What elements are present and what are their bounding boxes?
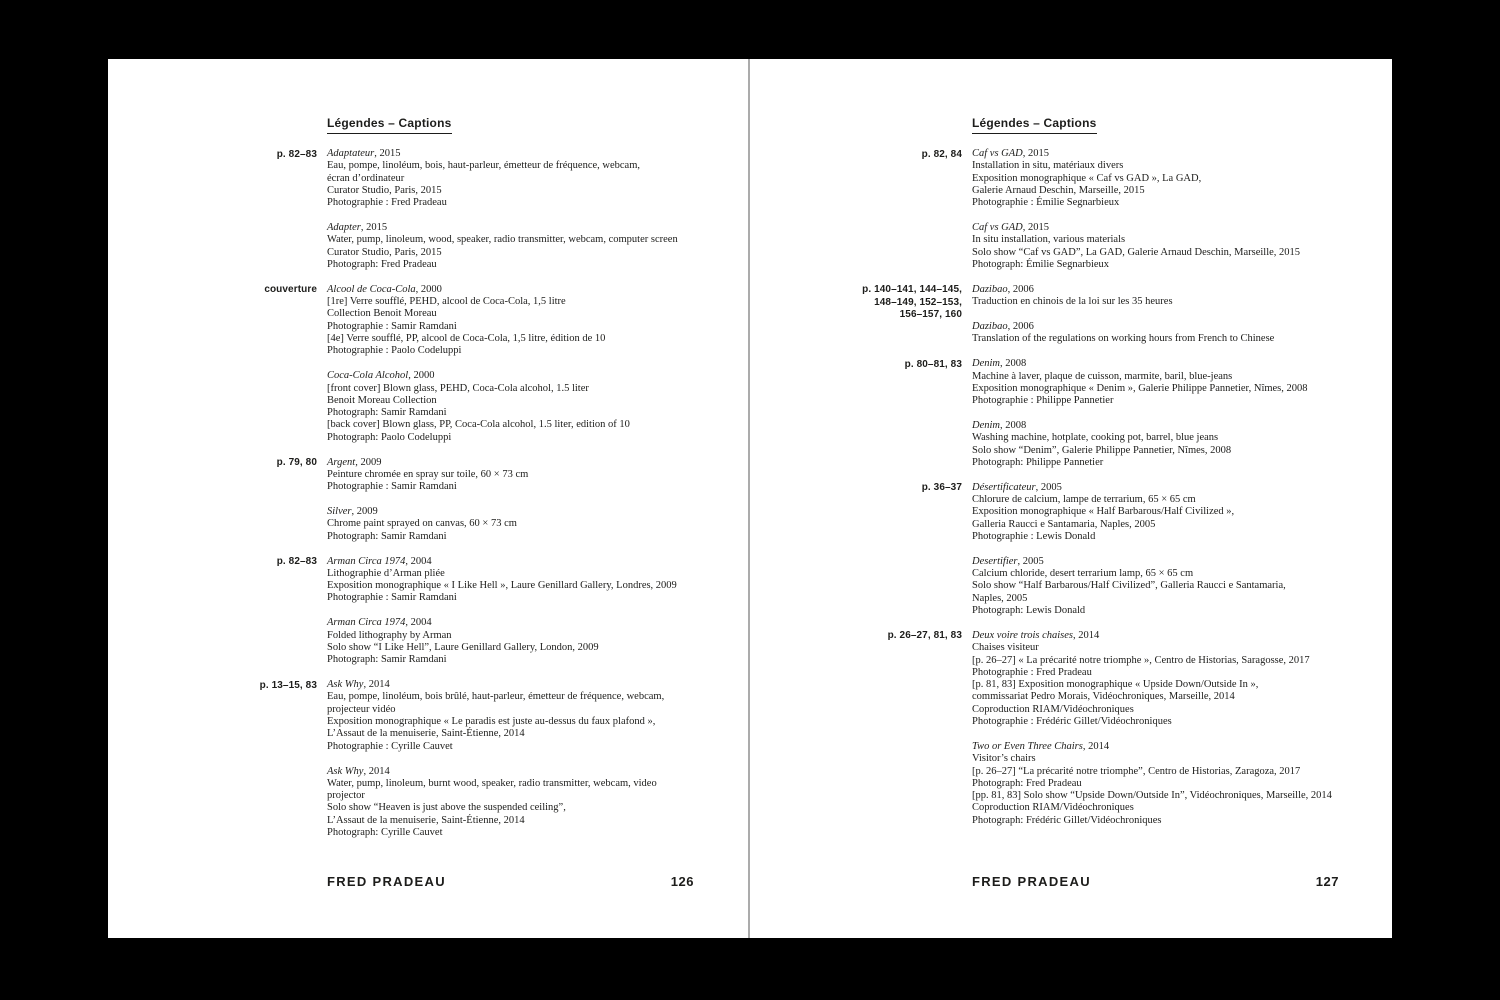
- caption-line: Chaises visiteur: [972, 642, 1039, 654]
- caption-line: [4e] Verre soufflé, PP, alcool de Coca-Cola, 1,5 litre, édition de 10: [327, 333, 606, 345]
- caption-block: [327, 148, 750, 209]
- caption-line: Eau, pompe, linoléum, bois, haut-parleur, émetteur de fréquence, webcam,: [327, 160, 641, 172]
- work-title-line: [327, 506, 750, 518]
- caption-line: Eau, pompe, linoléum, bois brûlé, haut-parleur, émetteur de fréquence, webcam,: [327, 691, 665, 703]
- caption-line: [1re] Verre soufflé, PEHD, alcool de Coca-Cola, 1,5 litre: [327, 296, 566, 308]
- work-title: Alcool de Coca-Cola: [327, 283, 416, 295]
- caption-block: [972, 482, 1392, 543]
- caption-line: [p. 26–27] « La précarité notre triomphe », Centro de Historias, Saragosse, 2017: [972, 654, 1310, 666]
- work-title: Arman Circa 1974: [327, 555, 406, 567]
- caption-line: Exposition monographique « Half Barbarous/Half Civilized »,: [972, 506, 1235, 518]
- caption-line: Photograph: Fred Pradeau: [327, 258, 437, 270]
- work-title: Desertifier: [972, 555, 1018, 567]
- page-ref: [167, 284, 317, 297]
- caption-block: [972, 556, 1392, 617]
- page-right: [750, 59, 1392, 938]
- work-title-line: [972, 630, 1392, 642]
- page-ref: [812, 482, 962, 495]
- caption-line: Photograph: Cyrille Cauvet: [327, 827, 443, 838]
- caption-line: Photograph: Émilie Segnarbieux: [972, 258, 1110, 270]
- work-year: , 2009: [355, 456, 382, 468]
- artist-name: FRED PRADEAU: [327, 874, 446, 889]
- caption-line: Chlorure de calcium, lampe de terrarium, 65 × 65 cm: [972, 494, 1196, 506]
- work-title-line: [972, 482, 1392, 494]
- caption-blocks: [327, 679, 750, 852]
- work-year: , 2015: [360, 222, 388, 234]
- work-title-line: [327, 679, 750, 691]
- work-title-line: [972, 358, 1392, 370]
- work-title: Two or Even Three Chairs: [972, 740, 1083, 752]
- work-title-line: [972, 148, 1392, 160]
- caption-line: Peinture chromée en spray sur toile, 60 × 73 cm: [327, 468, 529, 480]
- work-year: , 2006: [1007, 283, 1034, 295]
- page-ref: [812, 630, 962, 643]
- caption-blocks: [327, 284, 750, 457]
- page-ref: [167, 457, 317, 470]
- work-year: , 2014: [1073, 629, 1100, 641]
- work-title: Coca-Cola Alcohol: [327, 370, 409, 382]
- work-year: , 2000: [415, 283, 442, 295]
- page-ref: [812, 358, 962, 371]
- caption-line: Photographie : Frédéric Gillet/Vidéochroniques: [972, 716, 1172, 728]
- work-year: , 2005: [1035, 481, 1062, 493]
- caption-line: Collection Benoit Moreau: [327, 308, 437, 320]
- caption-line: Exposition monographique « Caf vs GAD », La GAD,: [972, 172, 1202, 184]
- caption-block: [327, 284, 750, 358]
- work-title-line: [327, 370, 750, 382]
- work-year: , 2014: [363, 679, 390, 691]
- caption-block: [327, 556, 750, 605]
- page-ref-line: p. 36–37: [921, 482, 962, 494]
- caption-entry: [750, 630, 1392, 840]
- page-ref: [167, 148, 317, 161]
- caption-blocks: [972, 148, 1392, 284]
- caption-line: Solo show “Caf vs GAD”, La GAD, Galerie Arnaud Deschin, Marseille, 2015: [972, 246, 1301, 258]
- caption-line: écran d’ordinateur: [327, 172, 405, 184]
- caption-block: [972, 321, 1392, 346]
- caption-line: Curator Studio, Paris, 2015: [327, 184, 442, 196]
- work-title: Arman Circa 1974: [327, 617, 406, 629]
- caption-line: Photographie : Samir Ramdani: [327, 481, 457, 493]
- book-spread: [108, 59, 1392, 938]
- work-title-line: [327, 766, 750, 778]
- caption-block: [327, 679, 750, 753]
- caption-line: Photograph: Paolo Codeluppi: [327, 431, 452, 443]
- caption-block: [972, 222, 1392, 271]
- work-year: , 2014: [363, 765, 390, 777]
- caption-line: Photographie : Philippe Pannetier: [972, 395, 1114, 407]
- caption-block: [972, 630, 1392, 728]
- caption-line: [p. 81, 83] Exposition monographique « Upside Down/Outside In »,: [972, 679, 1259, 691]
- page-footer-left: [327, 874, 694, 889]
- work-year: , 2004: [405, 617, 432, 629]
- caption-line: Photograph: Lewis Donald: [972, 605, 1086, 617]
- page-ref-line: 156–157, 160: [899, 308, 962, 320]
- caption-blocks: [972, 482, 1392, 630]
- caption-line: Lithographie d’Arman pliée: [327, 567, 445, 579]
- caption-line: Photograph: Samir Ramdani: [327, 530, 447, 542]
- caption-line: projecteur vidéo: [327, 703, 396, 715]
- page-ref-line: p. 82–83: [276, 148, 317, 160]
- caption-line: Coproduction RIAM/Vidéochroniques: [972, 703, 1134, 715]
- caption-block: [972, 358, 1392, 407]
- caption-line: L’Assaut de la menuiserie, Saint-Étienne, 2014: [327, 814, 525, 826]
- work-title: Adapter: [327, 222, 361, 234]
- caption-line: Curator Studio, Paris, 2015: [327, 246, 442, 258]
- caption-line: commissariat Pedro Morais, Vidéochroniques, Marseille, 2014: [972, 691, 1235, 703]
- work-title-line: [972, 222, 1392, 234]
- page-ref-line: p. 82–83: [276, 556, 317, 568]
- page-ref-line: 148–149, 152–153,: [874, 296, 962, 308]
- work-title-line: [972, 556, 1392, 568]
- caption-line: [front cover] Blown glass, PEHD, Coca-Cola alcohol, 1.5 liter: [327, 382, 589, 394]
- caption-line: Photographie : Émilie Segnarbieux: [972, 197, 1120, 209]
- caption-entry: [750, 358, 1392, 482]
- page-ref-line: p. 26–27, 81, 83: [887, 630, 962, 642]
- caption-line: Photograph: Philippe Pannetier: [972, 456, 1104, 468]
- caption-blocks: [327, 148, 750, 284]
- caption-line: Solo show “Heaven is just above the suspended ceiling”,: [327, 802, 566, 814]
- page-ref: [812, 284, 962, 321]
- caption-entry: [750, 148, 1392, 284]
- work-title-line: [972, 321, 1392, 333]
- work-year: , 2015: [1022, 222, 1049, 234]
- work-title: Denim: [972, 358, 1000, 370]
- captions-heading-right: Légendes – Captions: [972, 116, 1097, 134]
- entries-left: [108, 148, 750, 852]
- caption-block: [972, 741, 1392, 827]
- caption-line: Visitor’s chairs: [972, 753, 1036, 765]
- page-ref: [812, 148, 962, 161]
- work-title: Deux voire trois chaises: [972, 629, 1073, 641]
- caption-blocks: [972, 284, 1392, 358]
- page-footer-right: [972, 874, 1339, 889]
- caption-line: Photographie : Lewis Donald: [972, 530, 1096, 542]
- caption-entry: [108, 284, 750, 457]
- caption-blocks: [972, 630, 1392, 840]
- work-year: , 2008: [1000, 358, 1027, 370]
- caption-line: Traduction en chinois de la loi sur les 35 heures: [972, 296, 1173, 308]
- work-year: , 2006: [1007, 321, 1034, 333]
- captions-heading-left: Légendes – Captions: [327, 116, 452, 134]
- page-ref: [167, 679, 317, 692]
- work-title-line: [327, 617, 750, 629]
- caption-line: Photograph: Samir Ramdani: [327, 654, 447, 666]
- page-ref-line: p. 80–81, 83: [904, 358, 962, 370]
- caption-line: Washing machine, hotplate, cooking pot, barrel, blue jeans: [972, 432, 1219, 444]
- page-ref-line: p. 79, 80: [276, 457, 317, 469]
- caption-line: L’Assaut de la menuiserie, Saint-Étienne, 2014: [327, 728, 525, 740]
- caption-line: Exposition monographique « I Like Hell », Laure Genillard Gallery, Londres, 2009: [327, 580, 677, 592]
- caption-block: [327, 617, 750, 666]
- caption-line: Photographie : Fred Pradeau: [327, 197, 447, 209]
- caption-blocks: [327, 457, 750, 556]
- work-title: Désertificateur: [972, 481, 1036, 493]
- work-year: , 2004: [405, 555, 432, 567]
- work-title-line: [327, 284, 750, 296]
- work-title: Ask Why: [327, 679, 364, 691]
- work-title-line: [327, 222, 750, 234]
- caption-block: [327, 370, 750, 444]
- caption-line: Photographie : Samir Ramdani: [327, 320, 457, 332]
- page-ref: [167, 556, 317, 569]
- page-ref-line: p. 140–141, 144–145,: [862, 284, 962, 296]
- caption-line: Machine à laver, plaque de cuisson, marmite, baril, blue-jeans: [972, 370, 1233, 382]
- caption-line: Calcium chloride, desert terrarium lamp, 65 × 65 cm: [972, 568, 1194, 580]
- caption-block: [327, 506, 750, 543]
- caption-line: Galerie Arnaud Deschin, Marseille, 2015: [972, 184, 1145, 196]
- work-title: Ask Why: [327, 765, 364, 777]
- caption-entry: [108, 679, 750, 852]
- work-title: Silver: [327, 506, 352, 518]
- caption-line: [back cover] Blown glass, PP, Coca-Cola alcohol, 1.5 liter, edition of 10: [327, 419, 630, 431]
- work-title: Dazibao: [972, 321, 1008, 333]
- page-ref-line: couverture: [264, 284, 317, 296]
- work-title-line: [327, 457, 750, 469]
- page-ref-line: p. 82, 84: [921, 148, 962, 160]
- caption-line: In situ installation, various materials: [972, 234, 1126, 246]
- work-year: , 2015: [374, 148, 401, 159]
- caption-line: Photograph: Frédéric Gillet/Vidéochroniques: [972, 814, 1162, 826]
- caption-line: Coproduction RIAM/Vidéochroniques: [972, 802, 1134, 814]
- caption-block: [327, 222, 750, 271]
- caption-line: Photograph: Samir Ramdani: [327, 407, 447, 419]
- caption-line: [p. 26–27] “La précarité notre triomphe”, Centro de Historias, Zaragoza, 2017: [972, 765, 1301, 777]
- caption-block: [972, 284, 1392, 309]
- caption-line: Exposition monographique « Denim », Galerie Philippe Pannetier, Nîmes, 2008: [972, 382, 1308, 394]
- caption-entry: [108, 556, 750, 680]
- work-title-line: [972, 284, 1392, 296]
- work-title-line: [972, 420, 1392, 432]
- page-number: 127: [1315, 874, 1339, 889]
- caption-block: [327, 766, 750, 840]
- work-title: Argent: [327, 456, 356, 468]
- caption-line: Chrome paint sprayed on canvas, 60 × 73 cm: [327, 518, 517, 530]
- work-year: , 2000: [408, 370, 435, 382]
- caption-line: Installation in situ, matériaux divers: [972, 160, 1124, 172]
- caption-line: [pp. 81, 83] Solo show “Upside Down/Outside In”, Vidéochroniques, Marseille, 2014: [972, 790, 1332, 802]
- work-title: Caf vs GAD: [972, 222, 1023, 234]
- caption-line: projector: [327, 790, 365, 802]
- caption-line: Photographie : Paolo Codeluppi: [327, 345, 462, 357]
- caption-block: [327, 457, 750, 494]
- caption-line: Photographie : Fred Pradeau: [972, 666, 1092, 678]
- caption-blocks: [972, 358, 1392, 482]
- work-title: Caf vs GAD: [972, 148, 1023, 159]
- work-title: Denim: [972, 420, 1000, 432]
- caption-line: Photographie : Cyrille Cauvet: [327, 740, 453, 752]
- caption-line: Solo show “Half Barbarous/Half Civilized”, Galleria Raucci e Santamaria,: [972, 580, 1286, 592]
- work-year: , 2015: [1022, 148, 1049, 159]
- work-title-line: [972, 741, 1392, 753]
- entries-right: [750, 148, 1392, 840]
- caption-line: Galleria Raucci e Santamaria, Naples, 2005: [972, 518, 1156, 530]
- work-title-line: [327, 148, 750, 160]
- caption-line: Naples, 2005: [972, 592, 1028, 604]
- caption-line: Water, pump, linoleum, burnt wood, speaker, radio transmitter, webcam, video: [327, 777, 657, 789]
- page-number: 126: [670, 874, 694, 889]
- caption-entry: [108, 148, 750, 284]
- work-title-line: [327, 556, 750, 568]
- caption-line: Solo show “Denim”, Galerie Philippe Pannetier, Nîmes, 2008: [972, 444, 1232, 456]
- caption-line: Benoit Moreau Collection: [327, 394, 437, 406]
- caption-line: Exposition monographique « Le paradis est juste au-dessus du faux plafond »,: [327, 716, 656, 728]
- caption-entry: [750, 482, 1392, 630]
- caption-line: Folded lithography by Arman: [327, 629, 452, 641]
- work-year: , 2005: [1017, 555, 1044, 567]
- caption-line: Translation of the regulations on working hours from French to Chinese: [972, 333, 1275, 345]
- caption-block: [972, 148, 1392, 209]
- caption-line: Water, pump, linoleum, wood, speaker, radio transmitter, webcam, computer screen: [327, 234, 678, 246]
- work-title: Adaptateur: [327, 148, 375, 159]
- caption-entry: [108, 457, 750, 556]
- artist-name: FRED PRADEAU: [972, 874, 1091, 889]
- caption-line: Solo show “I Like Hell”, Laure Genillard Gallery, London, 2009: [327, 641, 599, 653]
- page-left: [108, 59, 750, 938]
- caption-blocks: [327, 556, 750, 680]
- work-year: , 2009: [351, 506, 378, 518]
- work-year: , 2008: [1000, 420, 1027, 432]
- caption-entry: [750, 284, 1392, 358]
- work-title: Dazibao: [972, 283, 1008, 295]
- caption-line: Photograph: Fred Pradeau: [972, 777, 1082, 789]
- page-ref-line: p. 13–15, 83: [259, 679, 317, 691]
- work-year: , 2014: [1082, 740, 1110, 752]
- caption-line: Photographie : Samir Ramdani: [327, 592, 457, 604]
- caption-block: [972, 420, 1392, 469]
